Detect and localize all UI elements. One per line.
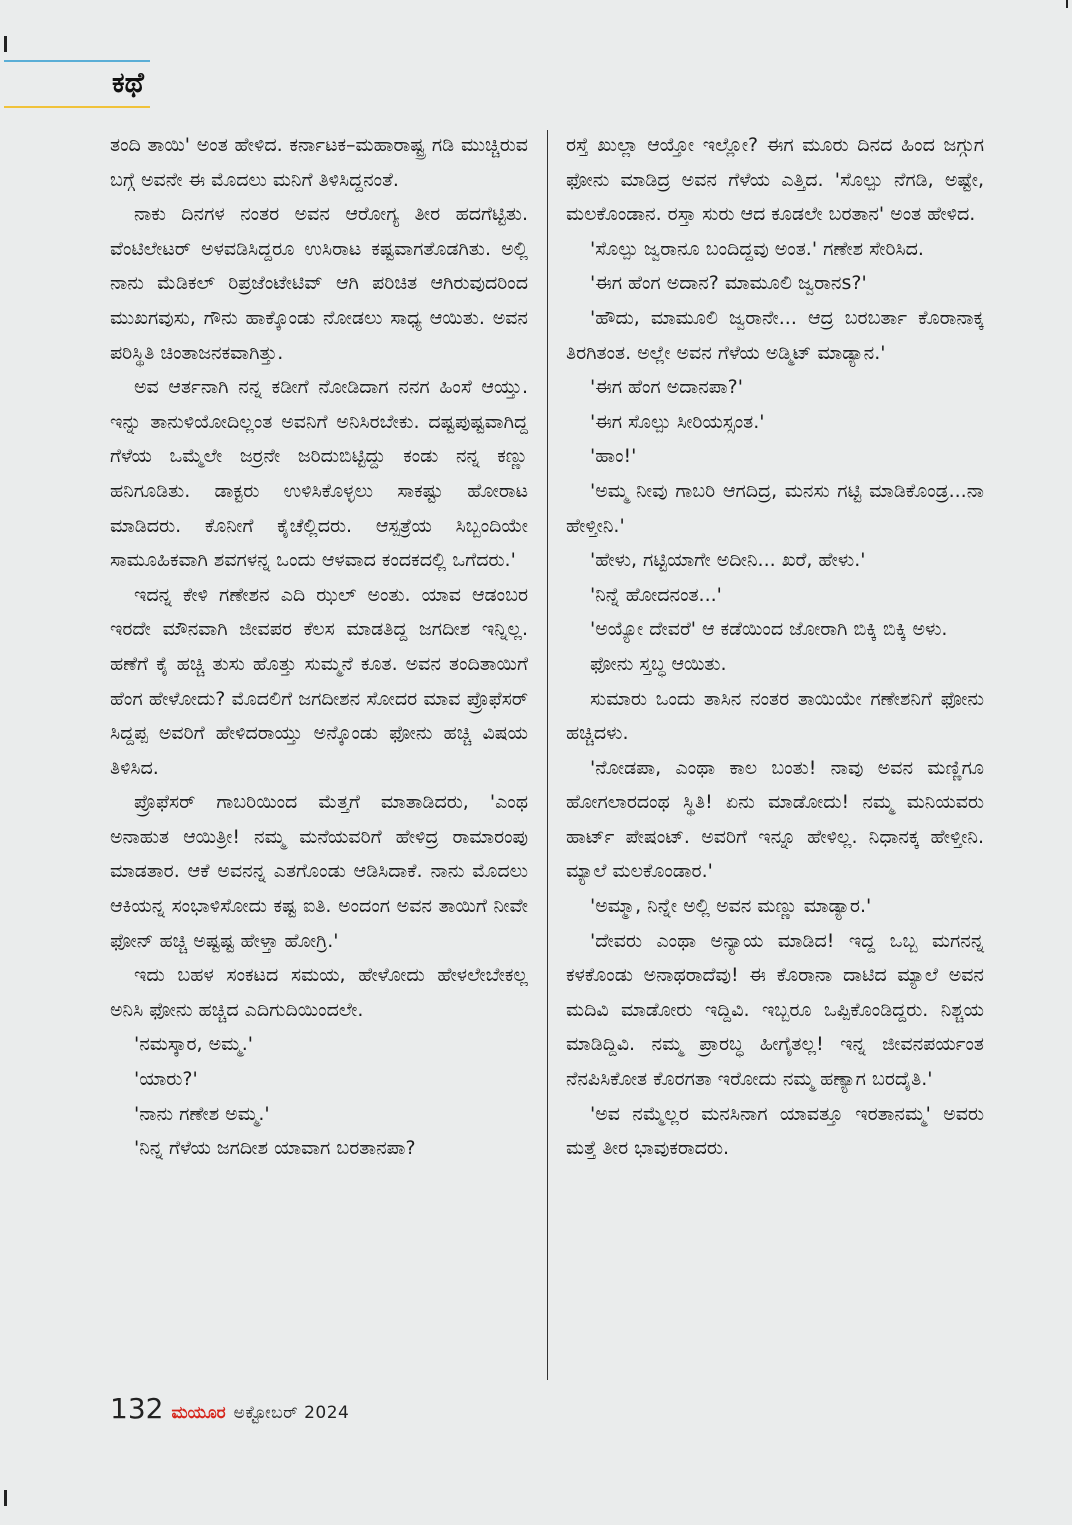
crop-mark [1066, 0, 1068, 8]
paragraph: 'ನಿನ್ನ ಗೆಳೆಯ ಜಗದೀಶ ಯಾವಾಗ ಬರತಾನಪಾ? [134, 1137, 416, 1160]
paragraph: 'ಹಾಂ!' [590, 445, 637, 468]
paragraph: 'ಅವ ನಮ್ಮೆಲ್ಲರ ಮನಸಿನಾಗ ಯಾವತ್ತೂ ಇರತಾನಮ್ಮ' ಅವರು ಮತ್ತೆ ತೀರ ಭಾವುಕರಾದರು. [566, 1102, 984, 1160]
paragraph: 'ಅಯ್ಯೋ ದೇವರೆ' ಆ ಕಡೆಯಿಂದ ಜೋರಾಗಿ ಬಿಕ್ಕಿ ಬಿಕ್ಕಿ ಅಳು. [590, 618, 948, 641]
paragraph: ಅವ ಆರ್ತನಾಗಿ ನನ್ನ ಕಡೀಗೆ ನೋಡಿದಾಗ ನನಗ ಹಿಂಸೆ ಆಯ್ತು. ಇನ್ನು ತಾನುಳಿಯೋದಿಲ್ಲಂತ ಅವನಿಗೆ ಅನಿಸಿರಬೇಕು. ದಷ್ಟಪುಷ್ಟವಾಗಿದ್ದ ಗೆಳೆಯ ಒಮ್ಮೆಲೇ ಜರ್ರನೇ ಜರಿದುಬಿಟ್ಟಿದ್ದು ಕಂಡು ನನ್ನ ಕಣ್ಣು ಹನಿಗೂಡಿತು. ಡಾಕ್ಟರು ಉಳಿಸಿಕೊಳ್ಳಲು ಸಾಕಷ್ಟು ಹೋರಾಟ ಮಾಡಿದರು. ಕೊನೀಗೆ ಕೈಚೆಲ್ಲಿದರು. ಆಸ್ಪತ್ರೆಯ ಸಿಬ್ಬಂದಿಯೇ ಸಾಮೂಹಿಕವಾಗಿ ಶವಗಳನ್ನ ಒಂದು ಆಳವಾದ ಕಂದಕದಲ್ಲಿ ಒಗೆದರು.' [110, 376, 528, 572]
page-footer [110, 1392, 349, 1428]
paragraph: 'ಈಗ ಹೆಂಗ ಅದಾನಪಾ?' [590, 376, 743, 399]
magazine-logo: ಮಯೂರ [171, 1403, 226, 1423]
paragraph: ಇದನ್ನ ಕೇಳಿ ಗಣೇಶನ ಎದಿ ಝಲ್ ಅಂತು. ಯಾವ ಆಡಂಬರ ಇರದೇ ಮೌನವಾಗಿ ಜೀವಪರ ಕೆಲಸ ಮಾಡತಿದ್ದ ಜಗದೀಶ ಇನ್ನಿಲ್ಲ. ಹಣೆಗೆ ಕೈ ಹಚ್ಚಿ ತುಸು ಹೊತ್ತು ಸುಮ್ಮನೆ ಕೂತ. ಅವನ ತಂದಿತಾಯಿಗೆ ಹೆಂಗ ಹೇಳೋದು? ಮೊದಲಿಗೆ ಜಗದೀಶನ ಸೋದರ ಮಾವ ಪ್ರೊಫೆಸರ್ ಸಿದ್ದಪ್ಪ ಅವರಿಗೆ ಹೇಳಿದರಾಯ್ತು ಅನ್ಕೊಂಡು ಫೋನು ಹಚ್ಚಿ ವಿಷಯ ತಿಳಿಸಿದ. [110, 583, 528, 779]
paragraph: 'ನೋಡಪಾ, ಎಂಥಾ ಕಾಲ ಬಂತು! ನಾವು ಅವನ ಮಣ್ಣಿಗೂ ಹೋಗಲಾರದಂಥ ಸ್ಥಿತಿ! ಏನು ಮಾಡೋದು! ನಮ್ಮ ಮನಿಯವರು ಹಾರ್ಟ್ ಪೇಷಂಟ್. ಅವರಿಗೆ ಇನ್ನೂ ಹೇಳಿಲ್ಲ. ನಿಧಾನಕ್ಕ ಹೇಳ್ತೀನಿ. ಮ್ಯಾಲೆ ಮಲಕೊಂಡಾರ.' [566, 756, 984, 883]
paragraph: 'ಸೊಲ್ಪು ಜ್ವರಾನೂ ಬಂದಿದ್ದವು ಅಂತ.' ಗಣೇಶ ಸೇರಿಸಿದ. [590, 237, 924, 260]
section-label: ಕಥೆ [112, 66, 144, 99]
right-text-column [566, 128, 984, 1166]
paragraph: 'ದೇವರು ಎಂಥಾ ಅನ್ಯಾಯ ಮಾಡಿದ! ಇದ್ದ ಒಬ್ಬ ಮಗನನ್ನ ಕಳಕೊಂಡು ಅನಾಥರಾದೆವು! ಈ ಕೊರಾನಾ ದಾಟಿದ ಮ್ಯಾಲೆ ಅವನ ಮದಿವಿ ಮಾಡೋರು ಇದ್ದಿವಿ. ಇಬ್ಬರೂ ಒಪ್ಪಿಕೊಂಡಿದ್ದರು. ನಿಶ್ಚಯ ಮಾಡಿದ್ದಿವಿ. ನಮ್ಮ ಪ್ರಾರಬ್ಧ ಹೀಗೈತಲ್ಲ! ಇನ್ನ ಜೀವನಪರ್ಯಂತ ನೆನಪಿಸಿಕೋತ ಕೊರಗತಾ ಇರೋದು ನಮ್ಮ ಹಣ್ಯಾಗ ಬರದೈತಿ.' [566, 929, 984, 1091]
paragraph: 'ಹೌದು, ಮಾಮೂಲಿ ಜ್ವರಾನೇ... ಆದ್ರ ಬರಬರ್ತಾ ಕೊರಾನಾಕ್ಕ ತಿರಗಿತಂತ. ಅಲ್ಲೇ ಅವನ ಗೆಳೆಯ ಅಡ್ಮಿಟ್ ಮಾಡ್ಯಾನ.' [566, 306, 984, 364]
header-rule-yellow [4, 106, 150, 108]
paragraph: 'ನಾನು ಗಣೇಶ ಅಮ್ಮ.' [134, 1102, 270, 1125]
paragraph: 'ಈಗ ಹೆಂಗ ಅದಾನ? ಮಾಮೂಲಿ ಜ್ವರಾನs?' [590, 272, 867, 295]
crop-mark [4, 1490, 7, 1506]
paragraph: ಫೋನು ಸ್ತಬ್ಧ ಆಯಿತು. [590, 652, 727, 675]
paragraph: 'ನಿನ್ನೆ ಹೋದನಂತ...' [590, 583, 722, 606]
page-number: 132 [110, 1392, 164, 1425]
paragraph: 'ಯಾರು?' [134, 1068, 198, 1091]
paragraph: ತಂದಿ ತಾಯಿ' ಅಂತ ಹೇಳಿದ. ಕರ್ನಾಟಕ–ಮಹಾರಾಷ್ಟ್ರ ಗಡಿ ಮುಚ್ಚಿರುವ ಬಗ್ಗೆ ಅವನೇ ಈ ಮೊದಲು ಮನಿಗೆ ತಿಳಿಸಿದ್ದನಂತೆ. [110, 134, 528, 191]
crop-mark [4, 36, 7, 52]
paragraph: 'ಈಗ ಸೊಲ್ಪು ಸೀರಿಯಸ್ಸಂತ.' [590, 410, 765, 433]
paragraph: ಪ್ರೊಫೆಸರ್ ಗಾಬರಿಯಿಂದ ಮೆತ್ತಗೆ ಮಾತಾಡಿದರು, 'ಎಂಥ ಅನಾಹುತ ಆಯಿತ್ರೀ! ನಮ್ಮ ಮನೆಯವರಿಗೆ ಹೇಳಿದ್ರ ರಾಮಾರಂಪು ಮಾಡತಾರ. ಆಕೆ ಅವನನ್ನ ಎತಗೊಂಡು ಆಡಿಸಿದಾಕೆ. ನಾನು ಮೊದಲು ಆಕಿಯನ್ನ ಸಂಭಾಳಿಸೋದು ಕಷ್ಟ ಐತಿ. ಅಂದಂಗ ಅವನ ತಾಯಿಗೆ ನೀವೇ ಫೋನ್ ಹಚ್ಚಿ ಅಷ್ಟಷ್ಟ ಹೇಳ್ತಾ ಹೋಗ್ರಿ.' [110, 791, 528, 952]
header-rule-blue [4, 60, 150, 62]
paragraph: 'ಅಮ್ಮ ನೀವು ಗಾಬರಿ ಆಗದಿದ್ರ, ಮನಸು ಗಟ್ಟಿ ಮಾಡಿಕೊಂಡ್ರ...ನಾ ಹೇಳ್ತೀನಿ.' [566, 479, 984, 537]
paragraph: 'ಅಮ್ಮಾ, ನಿನ್ನೇ ಅಲ್ಲಿ ಅವನ ಮಣ್ಣು ಮಾಡ್ಯಾರ.' [590, 895, 872, 918]
paragraph: ರಸ್ತೆ ಖುಲ್ಲಾ ಆಯ್ತೋ ಇಲ್ಲೋ? ಈಗ ಮೂರು ದಿನದ ಹಿಂದ ಜಗ್ಗುಗ ಫೋನು ಮಾಡಿದ್ರ ಅವನ ಗೆಳೆಯ ಎತ್ತಿದ. 'ಸೊಲ್ಪು ನೆಗಡಿ, ಅಷ್ಟೇ, ಮಲಕೊಂಡಾನ. ರಸ್ತಾ ಸುರು ಆದ ಕೂಡಲೇ ಬರತಾನ' ಅಂತ ಹೇಳಿದ. [566, 134, 984, 226]
left-text-column [110, 128, 528, 1166]
issue-date: ಅಕ್ಟೋಬರ್ 2024 [233, 1403, 350, 1423]
column-divider [547, 130, 548, 1380]
paragraph: 'ನಮಸ್ಕಾರ, ಅಮ್ಮ.' [134, 1033, 254, 1056]
paragraph: ಸುಮಾರು ಒಂದು ತಾಸಿನ ನಂತರ ತಾಯಿಯೇ ಗಣೇಶನಿಗೆ ಫೋನು ಹಚ್ಚಿದಳು. [566, 687, 984, 745]
paragraph: ಇದು ಬಹಳ ಸಂಕಟದ ಸಮಯ, ಹೇಳೋದು ಹೇಳಲೇಬೇಕಲ್ಲ ಅನಿಸಿ ಫೋನು ಹಚ್ಚಿದ ಎದಿಗುದಿಯಿಂದಲೇ. [110, 964, 528, 1021]
paragraph: ನಾಕು ದಿನಗಳ ನಂತರ ಅವನ ಆರೋಗ್ಯ ತೀರ ಹದಗೆಟ್ಟಿತು. ವೆಂಟಿಲೇಟರ್ ಅಳವಡಿಸಿದ್ದರೂ ಉಸಿರಾಟ ಕಷ್ಟವಾಗತೊಡಗಿತು. ಅಲ್ಲಿ ನಾನು ಮೆಡಿಕಲ್ ರಿಪ್ರಜೆಂಟೇಟಿವ್ ಆಗಿ ಪರಿಚಿತ ಆಗಿರುವುದರಿಂದ ಮುಖಗವುಸು, ಗೌನು ಹಾಕ್ಕೊಂಡು ನೋಡಲು ಸಾಧ್ಯ ಆಯಿತು. ಅವನ ಪರಿಸ್ಥಿತಿ ಚಿಂತಾಜನಕವಾಗಿತ್ತು. [110, 203, 528, 364]
paragraph: 'ಹೇಳು, ಗಟ್ಟಿಯಾಗೇ ಅದೀನಿ... ಖರೆ, ಹೇಳು.' [590, 549, 866, 572]
